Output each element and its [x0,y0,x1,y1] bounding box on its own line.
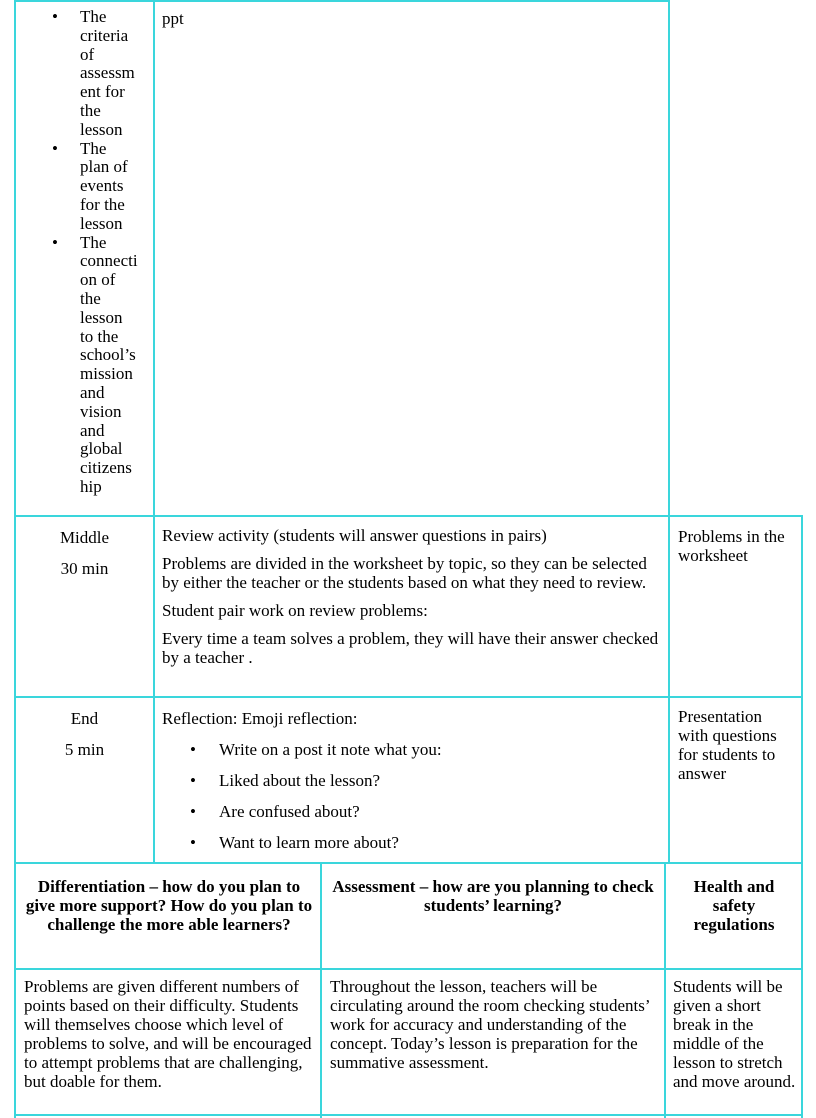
row-divider-1 [14,515,803,517]
stage-label: Middle [59,528,110,547]
list-item: • Are confused about? [190,802,360,821]
middle-stage-cell [16,528,153,578]
activity-text: Every time a team solves a problem, they will have their answer checked by a teacher . [162,629,659,667]
criteria-bullet: • The criteria of assessm ent for the lesson [52,7,135,139]
bottom-border [14,1114,803,1116]
connection-bullet: • The connecti on of the lesson to the school’s mission and vision and global citizens hip [52,232,138,496]
resource-ppt: ppt [162,9,184,28]
assessment-header: Assessment – how are you planning to check students’ learning? [332,877,654,915]
criteria-cell [52,7,152,497]
bullet-icon: • [52,138,58,158]
bullet-icon: • [52,7,58,26]
activity-text: Problems are divided in the worksheet by topic, so they can be selected by either the teacher or the students based on what they need to review. [162,554,647,592]
row-divider-4 [14,968,803,970]
end-stage-cell [16,709,153,759]
end-resources: Presentation with questions for students to answer [678,707,777,783]
activity-text: Student pair work on review problems: [162,601,428,620]
row-divider-2 [14,696,803,698]
stage-label: End [70,709,99,728]
top-border [14,0,670,2]
assessment-body: Throughout the lesson, teachers will be circulating around the room checking students’ work for accuracy and understanding of the concept. Today’s lesson is preparation for the summative assessment. [330,977,650,1072]
bullet-icon: • [190,740,196,759]
middle-resources: Problems in the worksheet [678,527,785,565]
health-header: Health and safety regulations [693,877,775,934]
health-body: Students will be given a short break in the middle of the lesson to stretch and move around. [673,977,796,1091]
bullet-icon: • [190,771,196,790]
bullet-icon: • [52,232,58,252]
list-item: • Write on a post it note what you: [190,740,442,759]
bottom-divider-1 [320,862,322,1118]
middle-activity-cell [162,526,662,667]
stage-duration: 5 min [64,740,105,759]
bottom-divider-2 [664,862,666,1118]
activity-text: Review activity (students will answer questions in pairs) [162,526,547,545]
stage-duration: 30 min [60,559,109,578]
reflection-intro: Reflection: Emoji reflection: [162,709,358,728]
list-item: • Want to learn more about? [190,833,399,852]
bullet-icon: • [190,833,196,852]
differentiation-body: Problems are given different numbers of points based on their difficulty. Students will themselves choose which level of problems to solve, and will be encouraged to attempt problems that are challenging, but doable for them. [24,977,312,1091]
list-item: • Liked about the lesson? [190,771,380,790]
top-divider [153,0,155,864]
differentiation-header: Differentiation – how do you plan to give more support? How do you plan to challenge the more able learners? [25,877,313,934]
reflection-list [162,740,662,852]
plan-bullet: • The plan of events for the lesson [52,138,128,233]
end-activity-cell [162,709,662,864]
right-border [801,515,803,1118]
bullet-icon: • [190,802,196,821]
top-right-border [668,0,670,864]
